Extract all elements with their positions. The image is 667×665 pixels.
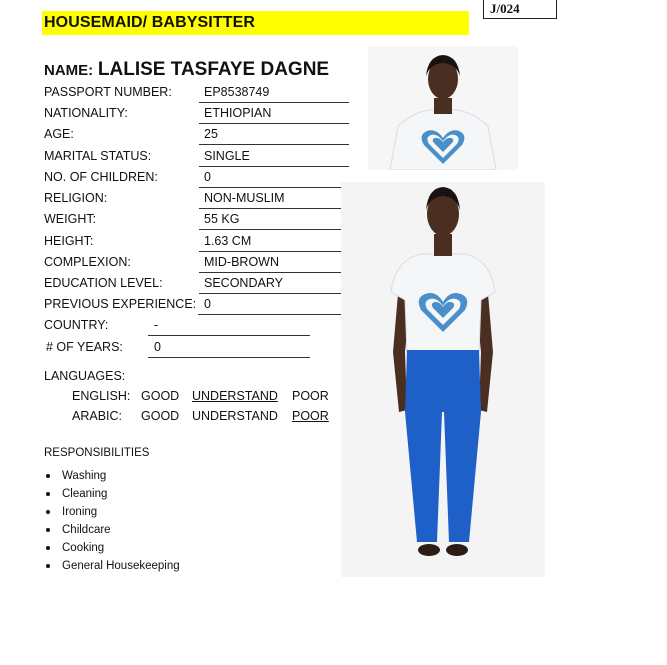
- field-value: 0: [204, 170, 211, 184]
- field-label: # OF YEARS:: [46, 340, 123, 354]
- portrait-photo: [368, 46, 518, 170]
- language-row-arabic: [72, 409, 372, 425]
- list-item: [44, 468, 180, 486]
- field-underline: [199, 293, 349, 294]
- field-underline: [199, 208, 349, 209]
- list-item: [44, 558, 180, 576]
- bullet-icon: [46, 528, 50, 532]
- level-understand-selected: UNDERSTAND: [192, 389, 278, 403]
- field-value: 55 KG: [204, 212, 240, 226]
- field-underline: [199, 102, 349, 103]
- document-title: HOUSEMAID/ BABYSITTER: [44, 14, 255, 31]
- level-poor: POOR: [292, 389, 329, 403]
- field-label: AGE:: [44, 127, 74, 141]
- field-underline: [199, 144, 349, 145]
- responsibility-text: Cleaning: [62, 488, 108, 500]
- field-label: COMPLEXION:: [44, 255, 131, 269]
- field-underline: [199, 187, 349, 188]
- responsibility-text: Childcare: [62, 524, 111, 536]
- reference-code-box: [483, 0, 557, 19]
- field-underline: [199, 272, 349, 273]
- responsibility-text: Cooking: [62, 542, 105, 554]
- name-value: LALISE TASFAYE DAGNE: [97, 59, 330, 80]
- responsibilities-list: [44, 468, 180, 576]
- level-understand: UNDERSTAND: [192, 409, 278, 423]
- list-item: [44, 522, 180, 540]
- field-underline: [148, 357, 310, 358]
- field-underline: [199, 251, 349, 252]
- reference-code: J/024: [490, 1, 520, 16]
- field-label: NATIONALITY:: [44, 106, 128, 120]
- title-banner: [42, 11, 469, 35]
- field-underline: [148, 335, 310, 336]
- field-label: WEIGHT:: [44, 212, 97, 226]
- level-good: GOOD: [141, 409, 180, 423]
- language-row-english: [72, 389, 372, 405]
- field-underline: [199, 123, 349, 124]
- languages-title: LANGUAGES:: [44, 369, 126, 383]
- bullet-icon: [46, 564, 50, 568]
- responsibilities-title: RESPONSIBILITIES: [44, 447, 150, 459]
- field-label: EDUCATION LEVEL:: [44, 276, 163, 290]
- field-value: -: [154, 318, 159, 332]
- field-value: 1.63 CM: [204, 234, 252, 248]
- field-value: NON-MUSLIM: [204, 191, 285, 205]
- field-label: HEIGHT:: [44, 234, 94, 248]
- field-label: RELIGION:: [44, 191, 108, 205]
- field-underline: [199, 166, 349, 167]
- field-value: 25: [204, 127, 218, 141]
- list-item: [44, 486, 180, 504]
- field-label: PREVIOUS EXPERIENCE:: [44, 297, 197, 311]
- full-body-photo: [341, 182, 545, 577]
- field-label: COUNTRY:: [44, 318, 109, 332]
- field-label: MARITAL STATUS:: [44, 149, 152, 163]
- bullet-icon: [46, 510, 50, 514]
- responsibility-text: Ironing: [62, 506, 98, 518]
- field-underline: [199, 229, 349, 230]
- candidate-name: [44, 59, 329, 81]
- field-value: SECONDARY: [204, 276, 283, 290]
- list-item: [44, 540, 180, 558]
- field-value: MID-BROWN: [204, 255, 279, 269]
- field-underline: [198, 314, 350, 315]
- field-value: EP8538749: [204, 85, 270, 99]
- language-name: ENGLISH:: [72, 389, 131, 403]
- field-label: NO. OF CHILDREN:: [44, 170, 158, 184]
- field-value: SINGLE: [204, 149, 250, 163]
- responsibility-text: General Housekeeping: [62, 560, 180, 572]
- bullet-icon: [46, 492, 50, 496]
- name-label: NAME:: [44, 62, 94, 79]
- person-full-body-icon: [341, 182, 545, 577]
- list-item: [44, 504, 180, 522]
- bullet-icon: [46, 546, 50, 550]
- field-value: 0: [204, 297, 211, 311]
- level-poor-selected: POOR: [292, 409, 329, 423]
- language-name: ARABIC:: [72, 409, 123, 423]
- level-good: GOOD: [141, 389, 180, 403]
- field-label: PASSPORT NUMBER:: [44, 85, 172, 99]
- field-value: 0: [154, 340, 161, 354]
- person-portrait-icon: [368, 46, 518, 170]
- bullet-icon: [46, 474, 50, 478]
- field-value: ETHIOPIAN: [204, 106, 272, 120]
- responsibility-text: Washing: [62, 470, 107, 482]
